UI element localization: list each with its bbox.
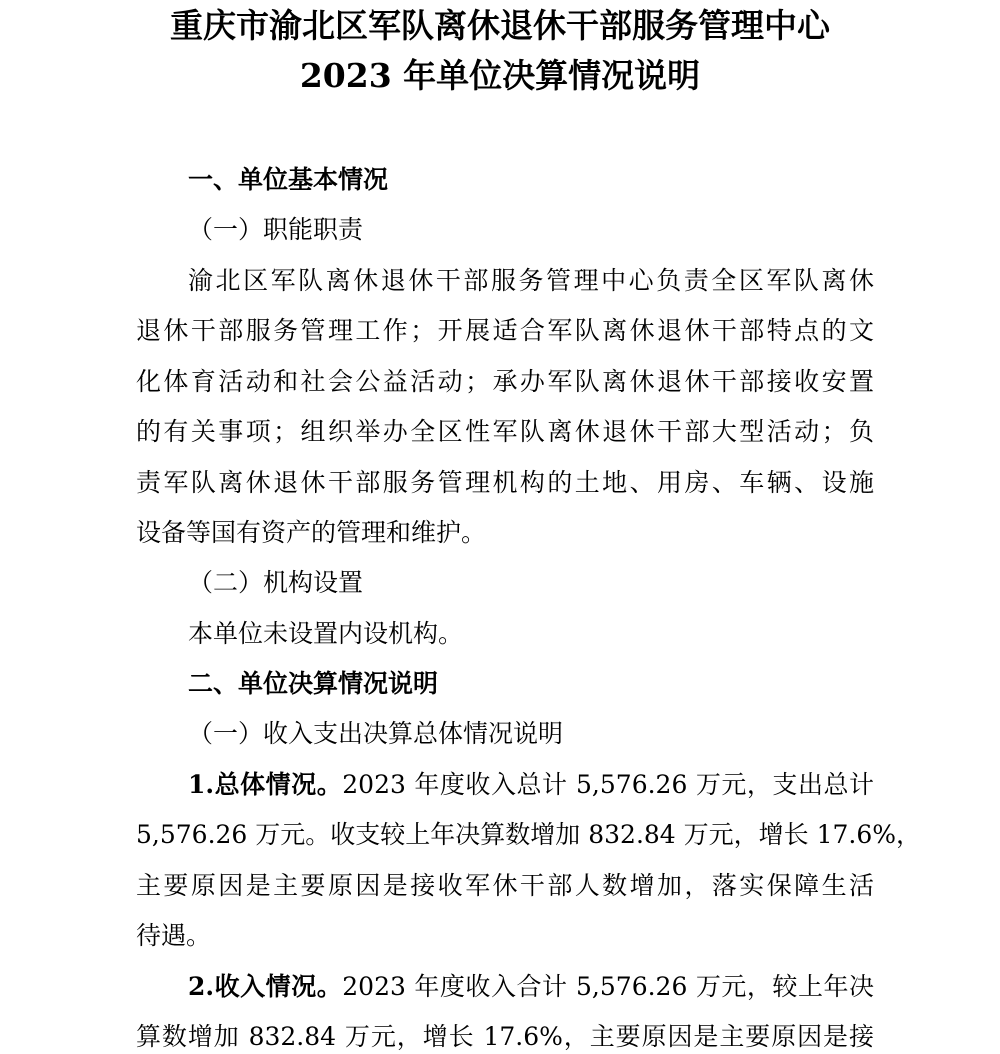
paragraph-line: 设备等国有资产的管理和维护。 xyxy=(136,518,487,547)
paragraph-line: 待遇。 xyxy=(136,921,212,950)
item-1-first-line xyxy=(188,768,874,802)
subsection-2-1-heading: （一）收入支出决算总体情况说明 xyxy=(188,719,564,748)
document-title-line-1: 重庆市渝北区军队离休退休干部服务管理中心 xyxy=(170,6,830,45)
item-2-first-line xyxy=(188,970,874,1004)
paragraph-line: 退休干部服务管理工作；开展适合军队离休退休干部特点的文 xyxy=(136,316,874,345)
paragraph-line: 渝北区军队离休退休干部服务管理中心负责全区军队离休 xyxy=(188,266,874,295)
item-2-label: 2.收入情况。 xyxy=(188,972,343,1001)
document-title-line-2: 2023 年单位决算情况说明 xyxy=(299,56,701,95)
paragraph-line: 本单位未设置内设机构。 xyxy=(188,619,464,648)
section-1-heading: 一、单位基本情况 xyxy=(188,165,389,194)
paragraph-line: 化体育活动和社会公益活动；承办军队离休退休干部接收安置 xyxy=(136,367,874,396)
paragraph-line: 主要原因是主要原因是接收军休干部人数增加，落实保障生活 xyxy=(136,871,874,900)
paragraph-line: 责军队离休退休干部服务管理机构的土地、用房、车辆、设施 xyxy=(136,468,874,497)
paragraph-line: 5,576.26 万元。收支较上年决算数增加 832.84 万元，增长 17.6%， xyxy=(136,820,922,849)
item-1-label: 1.总体情况。 xyxy=(188,770,343,799)
subsection-1-2-heading: （二）机构设置 xyxy=(188,568,364,597)
item-2-text: 2023 年度收入合计 5,576.26 万元，较上年决 xyxy=(342,972,874,1001)
paragraph-line: 算数增加 832.84 万元，增长 17.6%，主要原因是主要原因是接 xyxy=(136,1022,874,1051)
section-2-heading: 二、单位决算情况说明 xyxy=(188,669,439,698)
subsection-1-1-heading: （一）职能职责 xyxy=(188,215,364,244)
item-1-text: 2023 年度收入总计 5,576.26 万元，支出总计 xyxy=(342,770,874,799)
paragraph-line: 的有关事项；组织举办全区性军队离休退休干部大型活动；负 xyxy=(136,417,874,446)
